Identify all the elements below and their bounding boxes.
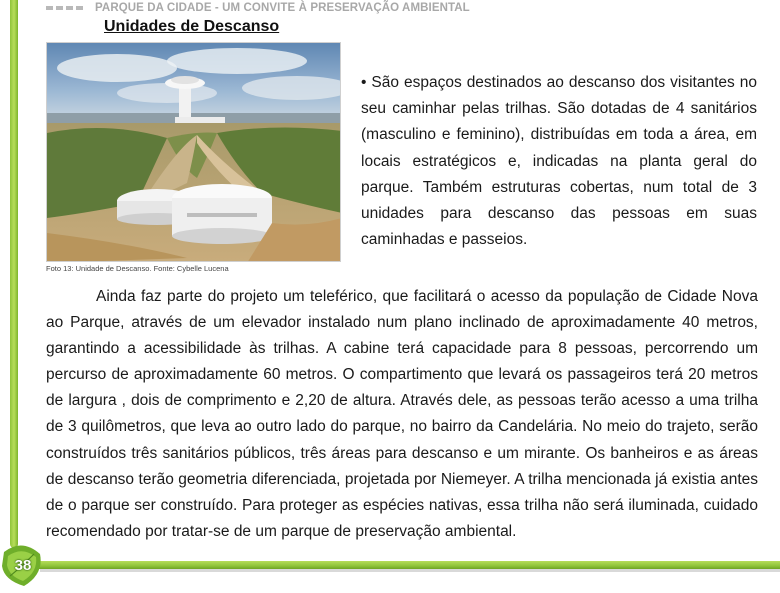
bullet-paragraph [361,70,757,253]
left-border-bar [10,0,18,548]
section-title: Unidades de Descanso [104,18,280,35]
bottom-bar-shadow [40,569,780,572]
bullet-text: São espaços destinados ao descanso dos visitantes no seu caminhar pelas trilhas. São dotadas de 4 sanitários (masculino e feminino), distribuídas em toda a área, em locais estratégicos e, indicadas na planta geral do parque. Também estruturas cobertas, num total de 3 unidades para descanso das pessoas em suas caminhadas e passeios. [361,74,757,249]
header-dashes [46,6,86,10]
rest-unit-photo [46,42,341,262]
bullet-marker: • [361,74,367,91]
running-header: PARQUE DA CIDADE - UM CONVITE À PRESERVAÇÃO AMBIENTAL [95,2,470,14]
page-number: 38 [14,557,32,574]
body-paragraph: Ainda faz parte do projeto um teleférico, que facilitará o acesso da população de Cidade Nova ao Parque, através de um elevador instalado num plano inclinado de aproximadamente 40 metros, garantindo a acessibilidade às trilhas. A cabine terá capacidade para 8 pessoas, percorrendo um percurso de aproximadamente 60 metros. O compartimento que levará os passageiros terá 20 metros de largura , dois de comprimento e 2,20 de altura. Através dele, as pessoas terão acesso a uma trilha de 3 quilômetros, que leva ao outro lado do parque, no bairro da Candelária. No meio do trajeto, serão construídos três sanitários públicos, três áreas para descanso e um mirante. Os banheiros e as áreas de descanso terão geometria diferenciada, projetada por Niemeyer. A trilha mencionada já existia antes de o parque ser construído. Para proteger as espécies nativas, essa trilha não será iluminada, cuidado recomendado por tratar-se de um parque de preservação ambiental. [46,288,758,540]
photo-caption: Foto 13: Unidade de Descanso. Fonte: Cybelle Lucena [46,264,229,273]
bottom-border-bar [24,561,780,569]
